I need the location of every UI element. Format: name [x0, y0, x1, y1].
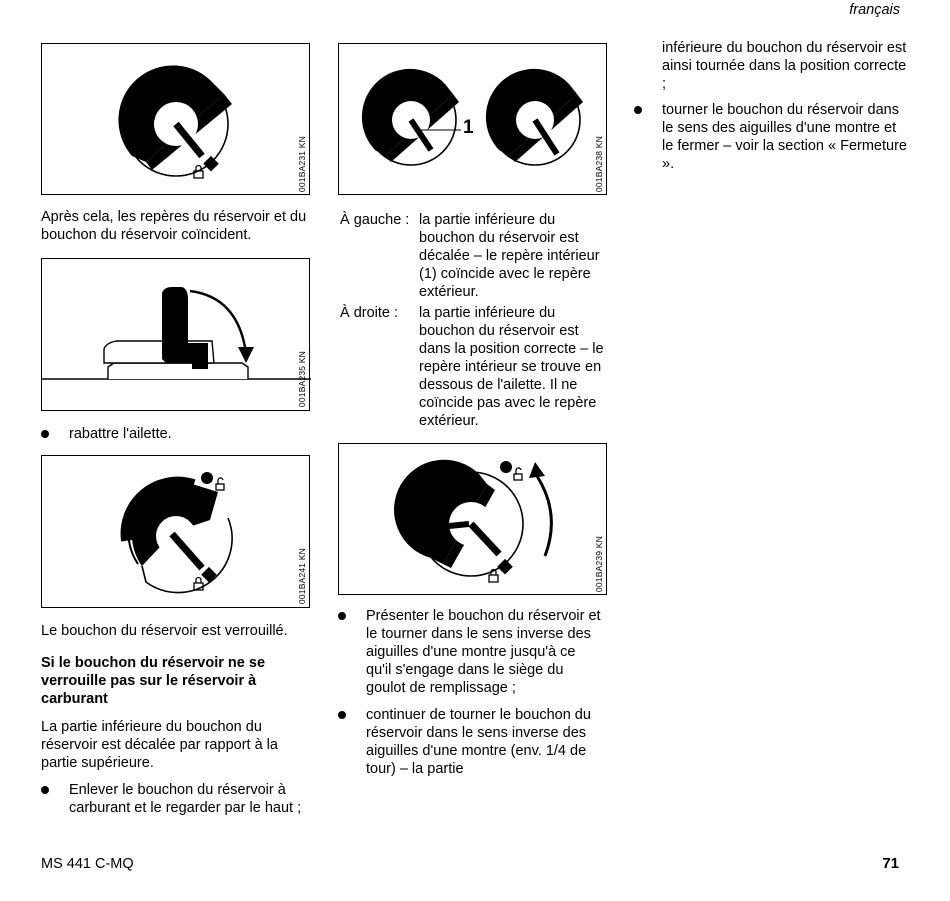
figure-cap-rotate [338, 443, 607, 595]
definition-text: la partie inférieure du bouchon du réservoir est dans la position correcte – le repère intérieur se trouve en dessous de l'ailette. Il ne coïncide pas avec le repère extérieur. [419, 305, 604, 429]
paragraph: Le bouchon du réservoir est verrouillé. [41, 623, 288, 639]
paragraph: Après cela, les repères du réservoir et du bouchon du réservoir coïncident. [41, 209, 307, 243]
list-item-text: Enlever le bouchon du réservoir à carburant et le regarder par le haut ; [69, 782, 302, 816]
section-heading: Si le bouchon du réservoir ne se verrouille pas sur le réservoir à carburant [41, 655, 266, 707]
figure-code: 001BA239 KN [594, 536, 604, 593]
fold-wing-illustration [42, 259, 311, 412]
definition-text: la partie inférieure du bouchon du réservoir est décalée – le repère intérieur (1) coïncide avec le repère extérieur. [419, 212, 600, 300]
model-name: MS 441 C-MQ [41, 856, 134, 872]
paragraph: inférieure du bouchon du réservoir est ainsi tournée dans la position correcte ; [662, 40, 907, 92]
definition-term: À gauche : [340, 212, 410, 228]
paragraph: La partie inférieure du bouchon du réservoir est décalée par rapport à la partie supérieure. [41, 719, 278, 771]
padlock-open-icon [216, 478, 224, 490]
list-item-text: continuer de tourner le bouchon du réservoir dans le sens inverse des aiguilles d'une montre (env. 1/4 de tour) – la partie [366, 707, 591, 777]
list-item-text: Présenter le bouchon du réservoir et le tourner dans le sens inverse des aiguilles d'une montre jusqu'à ce qu'il s'engage dans le siège du goulot de remplissage ; [366, 608, 601, 696]
cap-aligned-illustration [42, 44, 311, 196]
figure-code: 001BA231 KN [297, 136, 307, 193]
figure-code: 001BA241 KN [297, 548, 307, 605]
bullet-icon [338, 612, 346, 620]
figure-fold-wing [41, 258, 310, 411]
callout-number: 1 [463, 117, 474, 138]
padlock-open-icon [514, 468, 522, 480]
bullet-icon [338, 711, 346, 719]
language-label: français [849, 2, 900, 18]
figure-cap-comparison [338, 43, 607, 195]
bullet-icon [634, 106, 642, 114]
bullet-icon [41, 430, 49, 438]
page-number: 71 [882, 855, 899, 872]
figure-code: 001BA238 KN [594, 136, 604, 193]
list-item-text: tourner le bouchon du réservoir dans le sens des aiguilles d'une montre et le fermer – voir la section « Fermeture ». [662, 102, 907, 172]
bullet-icon [41, 786, 49, 794]
cap-locked-illustration [42, 456, 311, 609]
definition-right [340, 304, 610, 430]
definition-left [340, 211, 610, 301]
cap-rotate-illustration [339, 444, 608, 596]
definition-term: À droite : [340, 305, 399, 321]
figure-cap-locked [41, 455, 310, 608]
list-item-text: rabattre l'ailette. [69, 426, 172, 442]
figure-cap-aligned [41, 43, 310, 195]
figure-code: 001BA235 KN [297, 351, 307, 408]
